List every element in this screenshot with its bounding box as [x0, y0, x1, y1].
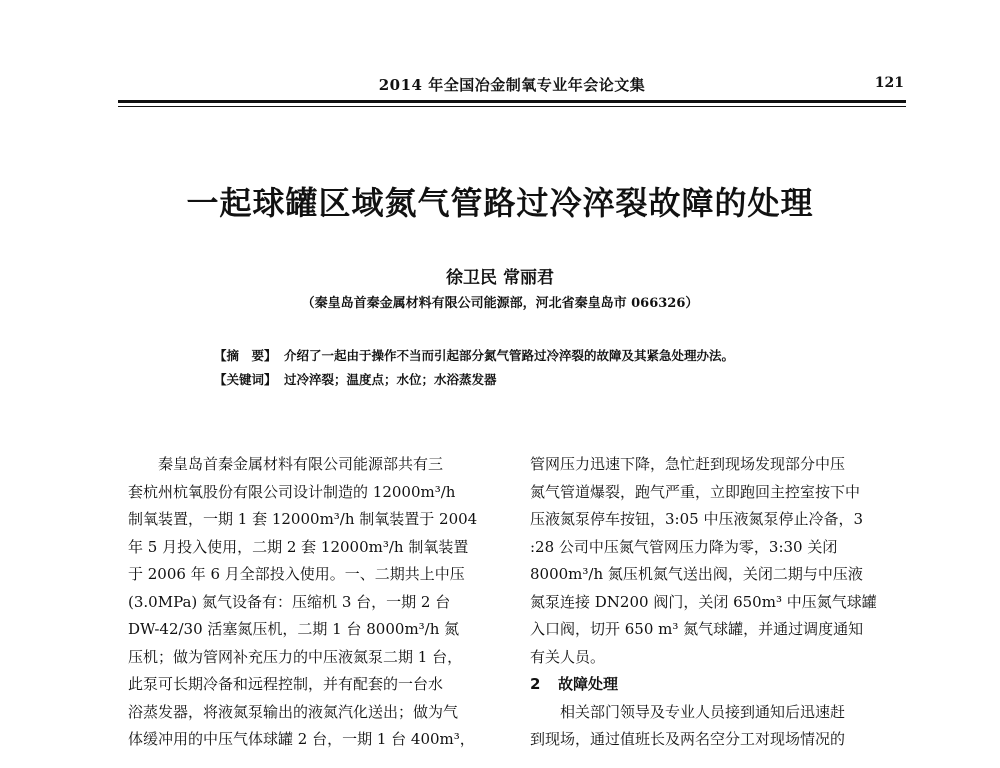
paper-title: 一起球罐区域氮气管路过冷淬裂故障的处理: [186, 184, 814, 222]
body-line: 此泵可长期冷备和远程控制，并有配套的一台水: [128, 675, 444, 693]
body-line: 浴蒸发器，将液氮泵输出的液氮汽化送出；做为气: [128, 702, 459, 721]
keywords-label: 【关键词】: [214, 372, 277, 387]
body-right-column: [530, 451, 902, 754]
body-line: 于 2006 年 6 月全部投入使用。一、二期共上中压: [128, 565, 465, 583]
body-line: 管网压力迅速下降，急忙赶到现场发现部分中压: [530, 455, 846, 473]
keywords: [214, 370, 497, 388]
body-line: 体缓冲用的中压气体球罐 2 台，一期 1 台 400m³，: [128, 730, 475, 748]
body-line: 相关部门领导及专业人员接到通知后迅速赶: [560, 702, 846, 721]
body-line: DW-42/30 活塞氮压机，二期 1 台 8000m³/h 氮: [128, 620, 460, 638]
abstract: [214, 346, 734, 364]
body-line: 有关人员。: [530, 647, 606, 666]
page-number: 121: [874, 75, 904, 91]
body-line: 制氧装置，一期 1 套 12000m³/h 制氧装置于 2004: [128, 510, 478, 528]
body-line: 年 5 月投入使用，二期 2 套 12000m³/h 制氧装置: [128, 537, 469, 556]
body-line: 8000m³/h 氮压机氮气送出阀，关闭二期与中压液: [530, 565, 863, 583]
body-line: 到现场，通过值班长及两名空分工对现场情况的: [530, 730, 846, 748]
body-line: 压机；做为管网补充压力的中压液氮泵二期 1 台，: [128, 647, 463, 666]
body-line: 秦皇岛首秦金属材料有限公司能源部共有三: [158, 455, 444, 473]
running-header: [118, 72, 906, 100]
section-heading: [530, 671, 902, 699]
affiliation: （秦皇岛首秦金属材料有限公司能源部，河北省秦皇岛市 066326）: [301, 296, 699, 311]
section-number: 2: [530, 675, 541, 693]
body-line: 入口阀，切开 650 m³ 氮气球罐，并通过调度通知: [530, 620, 864, 638]
header-rule-thin: [118, 106, 906, 107]
body-line: 压液氮泵停车按钮，3:05 中压液氮泵停止冷备，3: [530, 510, 863, 528]
keywords-text: 过冷淬裂；温度点；水位；水浴蒸发器: [284, 372, 497, 387]
abstract-text: 介绍了一起由于操作不当而引起部分氮气管路过冷淬裂的故障及其紧急处理办法。: [284, 348, 735, 363]
running-title: 2014 年全国冶金制氧专业年会论文集: [378, 76, 646, 94]
authors: 徐卫民 常丽君: [446, 268, 554, 288]
body-line: 氮气管道爆裂，跑气严重，立即跑回主控室按下中: [530, 482, 861, 501]
body-left-column: [128, 451, 500, 754]
section-title: 故障处理: [558, 675, 619, 693]
body-line: 套杭州杭氧股份有限公司设计制造的 12000m³/h: [128, 482, 456, 501]
abstract-label: 【摘 要】: [214, 348, 277, 363]
body-line: (3.0MPa) 氮气设备有：压缩机 3 台，一期 2 台: [128, 592, 451, 611]
header-rule-thick: [118, 100, 906, 103]
body-line: 氮泵连接 DN200 阀门，关闭 650m³ 中压氮气球罐: [530, 592, 877, 611]
body-line: :28 公司中压氮气管网压力降为零，3:30 关闭: [530, 537, 838, 556]
